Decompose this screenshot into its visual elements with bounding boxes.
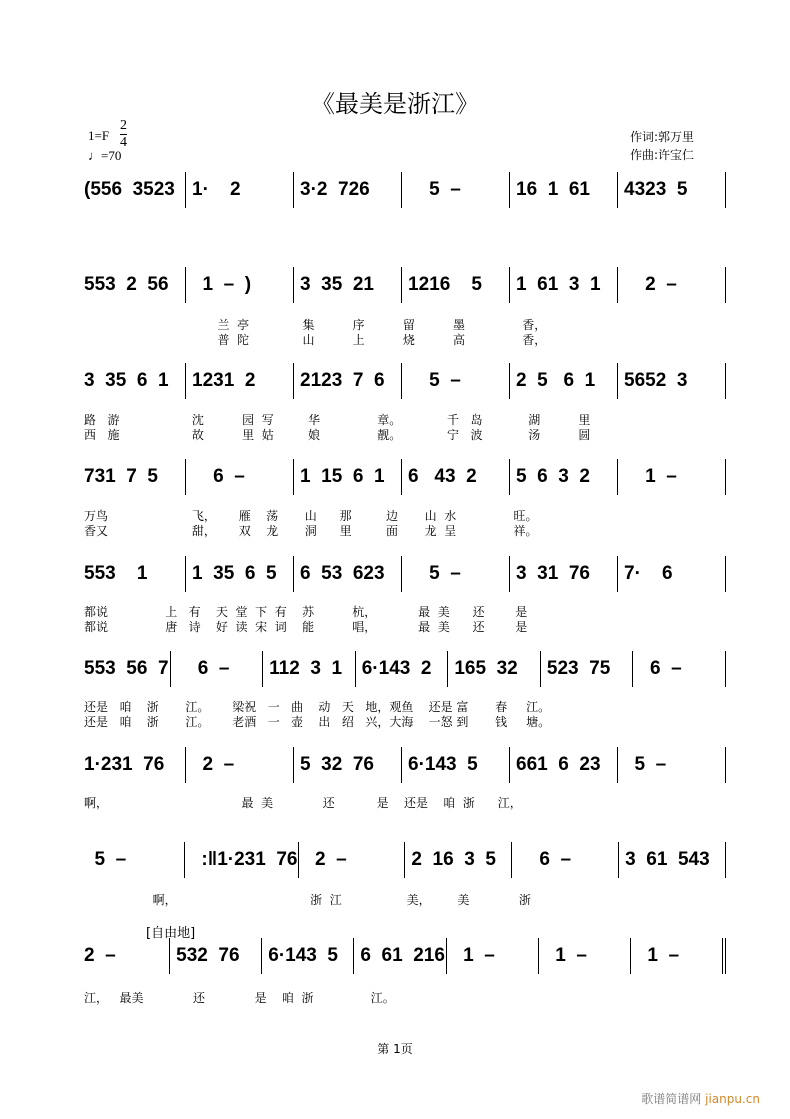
measure: 2 – (186, 747, 294, 783)
free-tempo-mark: [自由地] (146, 926, 196, 941)
measure: 5652 3 (618, 363, 726, 399)
measure: 6·143 5 (262, 938, 354, 974)
score-line (78, 651, 726, 691)
measure: 2 5 6 1 (510, 363, 618, 399)
score-line (78, 842, 726, 882)
time-signature-bottom: 4 (120, 135, 127, 150)
measure: 731 7 5 (78, 459, 186, 495)
key-signature: 1=F (88, 128, 110, 143)
measure: 5 6 3 2 (510, 459, 618, 495)
lyric-row: 兰 亭 集 序 留 墨 香， (84, 318, 547, 332)
measure: 1 61 3 1 (510, 267, 618, 303)
measure: 1231 2 (186, 363, 294, 399)
measure: 5 – (78, 842, 185, 878)
tempo-mark: ♩=70 (88, 148, 122, 163)
time-signature (120, 118, 127, 151)
page-number: 第 1页 (377, 1042, 413, 1056)
measure: 5 – (402, 556, 510, 592)
measure: 6 53 623 (294, 556, 402, 592)
measure: 3 31 76 (510, 556, 618, 592)
measure: 523 75 (541, 651, 634, 687)
measure: 1· 2 (186, 172, 294, 208)
measure: 16 1 61 (510, 172, 618, 208)
measure: 3 61 543 (619, 842, 726, 878)
lyric-row: 香又 甜， 双 龙 洞 里 面 龙 呈 祥。 (84, 524, 538, 538)
score-line (78, 938, 726, 978)
measure: :‖1·231 76 (185, 842, 299, 878)
measure: 6·143 2 (356, 651, 449, 687)
measure: 5 – (402, 363, 510, 399)
lyric-row: 江， 最美 还 是 咱 浙 江。 (84, 991, 395, 1005)
measure: 112 3 1 (263, 651, 356, 687)
lyricist: 作词:郭万里 (630, 130, 695, 144)
measure: 1·231 76 (78, 747, 186, 783)
measure: 1 35 6 5 (186, 556, 294, 592)
measure: 6 – (186, 459, 294, 495)
score-line (78, 172, 726, 212)
lyric-row: 都说 上 有 天 堂 下 有 苏 杭， 最 美 还 是 (84, 605, 528, 619)
measure: 1 – (447, 938, 539, 974)
lyric-row: 还是 咱 浙 江。 梁祝 一 曲 动 天 地，观鱼 还是 富 春 江。 (84, 700, 551, 714)
score-line (78, 459, 726, 499)
measure: 1216 5 (402, 267, 510, 303)
score-line (78, 363, 726, 403)
measure: 6 – (171, 651, 264, 687)
measure: 2 – (299, 842, 406, 878)
measure: 165 32 (448, 651, 541, 687)
score-line (78, 747, 726, 787)
measure: 2 16 3 5 (405, 842, 512, 878)
measure: 3 35 21 (294, 267, 402, 303)
watermark-cn: 歌谱简谱网 (641, 1092, 702, 1106)
watermark-en: jianpu.cn (705, 1092, 760, 1106)
lyric-row: 还是 咱 浙 江。 老酒 一 壶 出 绍 兴，大海 一怒 到 钱 塘。 (84, 715, 551, 729)
measure: 2 – (78, 938, 170, 974)
lyric-row: 万鸟 飞， 雁 荡 山 那 边 山 水 旺。 (84, 509, 538, 523)
measure: 1 – (631, 938, 726, 974)
watermark (641, 1090, 760, 1107)
measure: 5 – (618, 747, 726, 783)
lyric-row: 都说 唐 诗 好 读 宋 词 能 唱， 最 美 还 是 (84, 620, 528, 634)
measure: 6 43 2 (402, 459, 510, 495)
measure: 661 6 23 (510, 747, 618, 783)
lyric-row: 啊， 最 美 还 是 还是 咱 浙 江， (84, 796, 522, 810)
measure: 553 1 (78, 556, 186, 592)
measure: 3·2 726 (294, 172, 402, 208)
measure: 2 – (618, 267, 726, 303)
measure: 5 – (402, 172, 510, 208)
measure: 1 – (618, 459, 726, 495)
measure: 4323 5 (618, 172, 726, 208)
measure: 6 – (633, 651, 726, 687)
measure: 6·143 5 (402, 747, 510, 783)
lyric-row: 啊， 浙 江 美， 美 浙 (84, 893, 531, 907)
measure: 3 35 6 1 (78, 363, 186, 399)
measure: 1 – (539, 938, 631, 974)
measure: (556 3523 (78, 172, 186, 208)
lyric-row: 路 游 沈 园 写 华 章。 千 岛 湖 里 (84, 413, 591, 427)
measure: 532 76 (170, 938, 262, 974)
lyric-row: 西 施 故 里 姑 娘 靓。 宁 波 汤 圆 (84, 428, 591, 442)
measure: 6 61 216 (354, 938, 446, 974)
measure: 553 2 56 (78, 267, 186, 303)
measure: 2123 7 6 (294, 363, 402, 399)
composer: 作曲:许宝仁 (630, 148, 695, 162)
lyric-row: 普 陀 山 上 烧 高 香， (84, 333, 547, 347)
measure: 1 – ) (186, 267, 294, 303)
score-line (78, 267, 726, 307)
measure: 5 32 76 (294, 747, 402, 783)
measure: 553 56 7 (78, 651, 171, 687)
score-line (78, 556, 726, 596)
measure: 1 15 6 1 (294, 459, 402, 495)
measure: 7· 6 (618, 556, 726, 592)
song-title: 《最美是浙江》 (311, 90, 479, 118)
time-signature-top: 2 (120, 118, 127, 133)
measure: 6 – (512, 842, 619, 878)
